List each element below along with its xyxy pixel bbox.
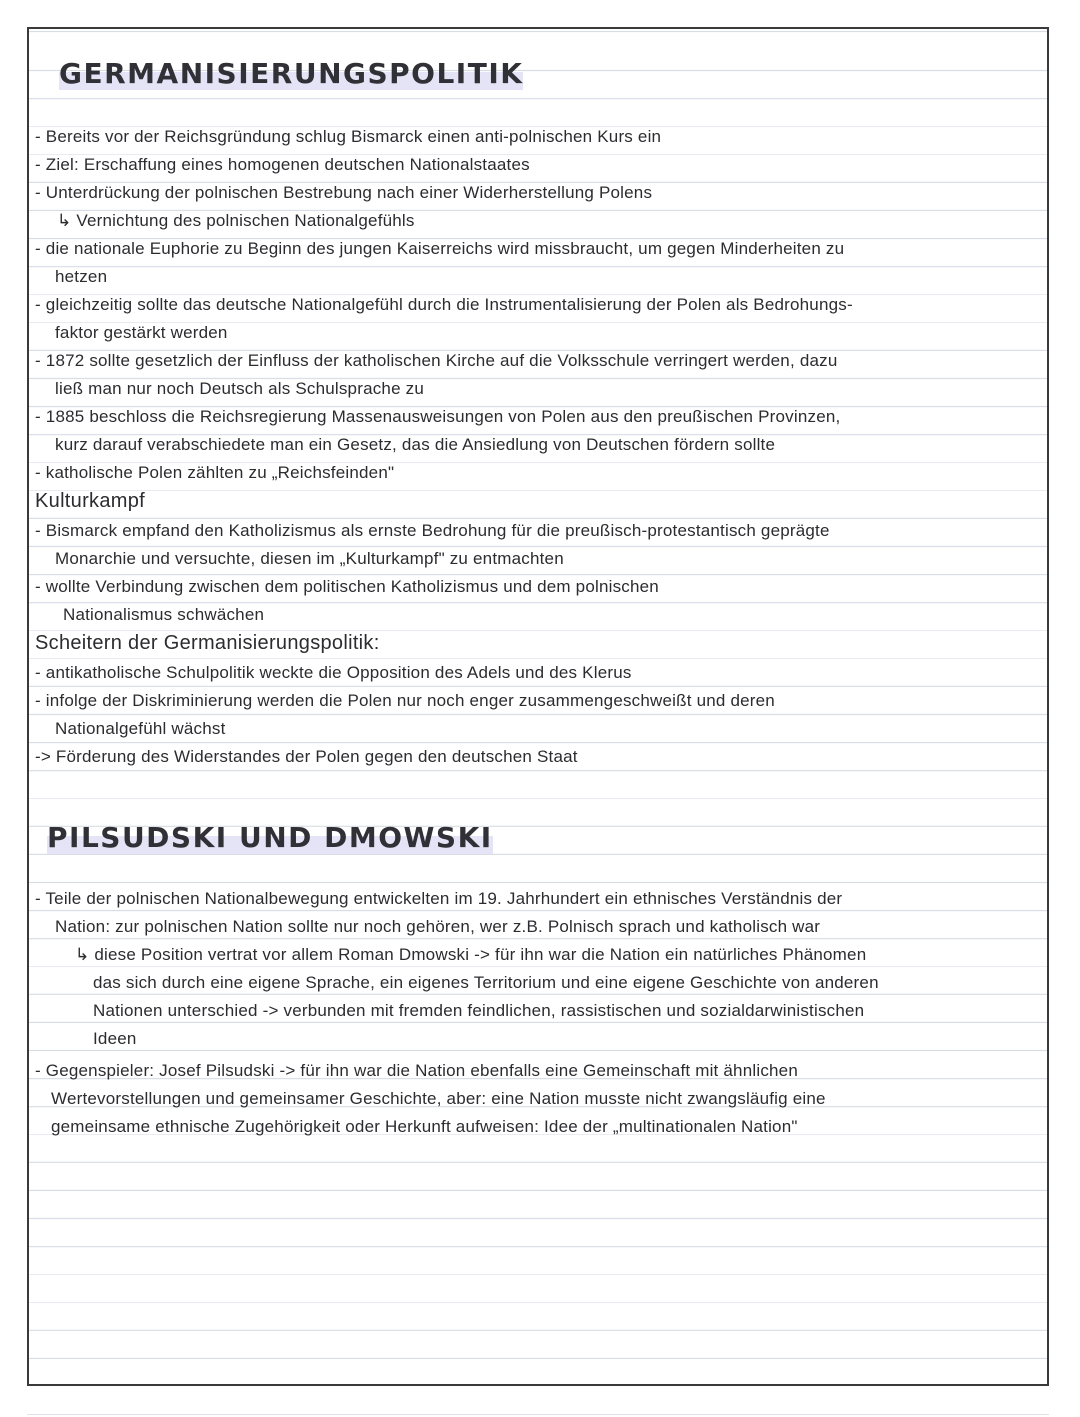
note-line: faktor gestärkt werden <box>55 323 228 342</box>
subheading-scheitern: Scheitern der Germanisierungspolitik: <box>35 632 380 654</box>
note-line: - katholische Polen zählten zu „Reichsfeinden" <box>35 463 395 482</box>
note-line: - 1872 sollte gesetzlich der Einfluss der katholischen Kirche auf die Volksschule verringert werden, dazu <box>35 351 838 370</box>
notebook-page <box>27 27 1049 1386</box>
section-title-germanisierungspolitik <box>53 57 529 91</box>
note-line: - Unterdrückung der polnischen Bestrebung nach einer Widerherstellung Polens <box>35 183 653 202</box>
note-line: - Teile der polnischen Nationalbewegung entwickelten im 19. Jahrhundert ein ethnisches Verständnis der <box>35 889 843 908</box>
note-line: gemeinsame ethnische Zugehörigkeit oder Herkunft aufweisen: Idee der „multinationalen Nation" <box>51 1117 798 1136</box>
note-line: - gleichzeitig sollte das deutsche Nationalgefühl durch die Instrumentalisierung der Polen als Bedrohungs- <box>35 295 853 314</box>
section-title-text: GERMANISIERUNGSPOLITIK <box>59 57 524 90</box>
bottom-divider <box>27 1414 1049 1415</box>
note-line: - infolge der Diskriminierung werden die Polen nur noch enger zusammengeschweißt und deren <box>35 691 775 710</box>
note-line: Monarchie und versuchte, diesen im „Kulturkampf" zu entmachten <box>55 549 564 568</box>
note-line: - Ziel: Erschaffung eines homogenen deutschen Nationalstaates <box>35 155 530 174</box>
note-line: Nationalgefühl wächst <box>55 719 226 738</box>
note-line: - antikatholische Schulpolitik weckte die Opposition des Adels und des Klerus <box>35 663 632 682</box>
note-line: Nationalismus schwächen <box>63 605 265 624</box>
note-line: Wertevorstellungen und gemeinsamer Geschichte, aber: eine Nation musste nicht zwangsläufig eine <box>51 1089 826 1108</box>
note-line: ↳ Vernichtung des polnischen Nationalgefühls <box>57 211 415 230</box>
note-line: - 1885 beschloss die Reichsregierung Massenausweisungen von Polen aus den preußischen Provinzen, <box>35 407 841 426</box>
note-line: - Bereits vor der Reichsgründung schlug Bismarck einen anti-polnischen Kurs ein <box>35 127 662 146</box>
section-title-text: PILSUDSKI UND DMOWSKI <box>47 821 493 854</box>
section-title-pilsudski-dmowski <box>41 821 499 855</box>
note-line: - die nationale Euphorie zu Beginn des jungen Kaiserreichs wird missbraucht, um gegen Minderheiten zu <box>35 239 845 258</box>
note-line: -> Förderung des Widerstandes der Polen gegen den deutschen Staat <box>35 747 578 766</box>
note-line: hetzen <box>55 267 108 286</box>
note-line: Nation: zur polnischen Nation sollte nur noch gehören, wer z.B. Polnisch sprach und katholisch war <box>55 917 821 936</box>
note-line: Nationen unterschied -> verbunden mit fremden feindlichen, rassistischen und sozialdarwinistischen <box>93 1001 865 1020</box>
note-line: Ideen <box>93 1029 137 1048</box>
subheading-kulturkampf: Kulturkampf <box>35 490 146 512</box>
page-content <box>29 29 1047 1384</box>
note-line: kurz darauf verabschiedete man ein Gesetz, das die Ansiedlung von Deutschen fördern sollte <box>55 435 776 454</box>
note-line: - wollte Verbindung zwischen dem politischen Katholizismus und dem polnischen <box>35 577 659 596</box>
note-line: das sich durch eine eigene Sprache, ein eigenes Territorium und eine eigene Geschichte von anderen <box>93 973 879 992</box>
note-line: ↳ diese Position vertrat vor allem Roman Dmowski -> für ihn war die Nation ein natürliches Phänomen <box>75 945 867 964</box>
note-line: - Gegenspieler: Josef Pilsudski -> für ihn war die Nation ebenfalls eine Gemeinschaft mit ähnlichen <box>35 1061 798 1080</box>
note-line: ließ man nur noch Deutsch als Schulsprache zu <box>55 379 425 398</box>
note-line: - Bismarck empfand den Katholizismus als ernste Bedrohung für die preußisch-protestantisch geprägte <box>35 521 830 540</box>
